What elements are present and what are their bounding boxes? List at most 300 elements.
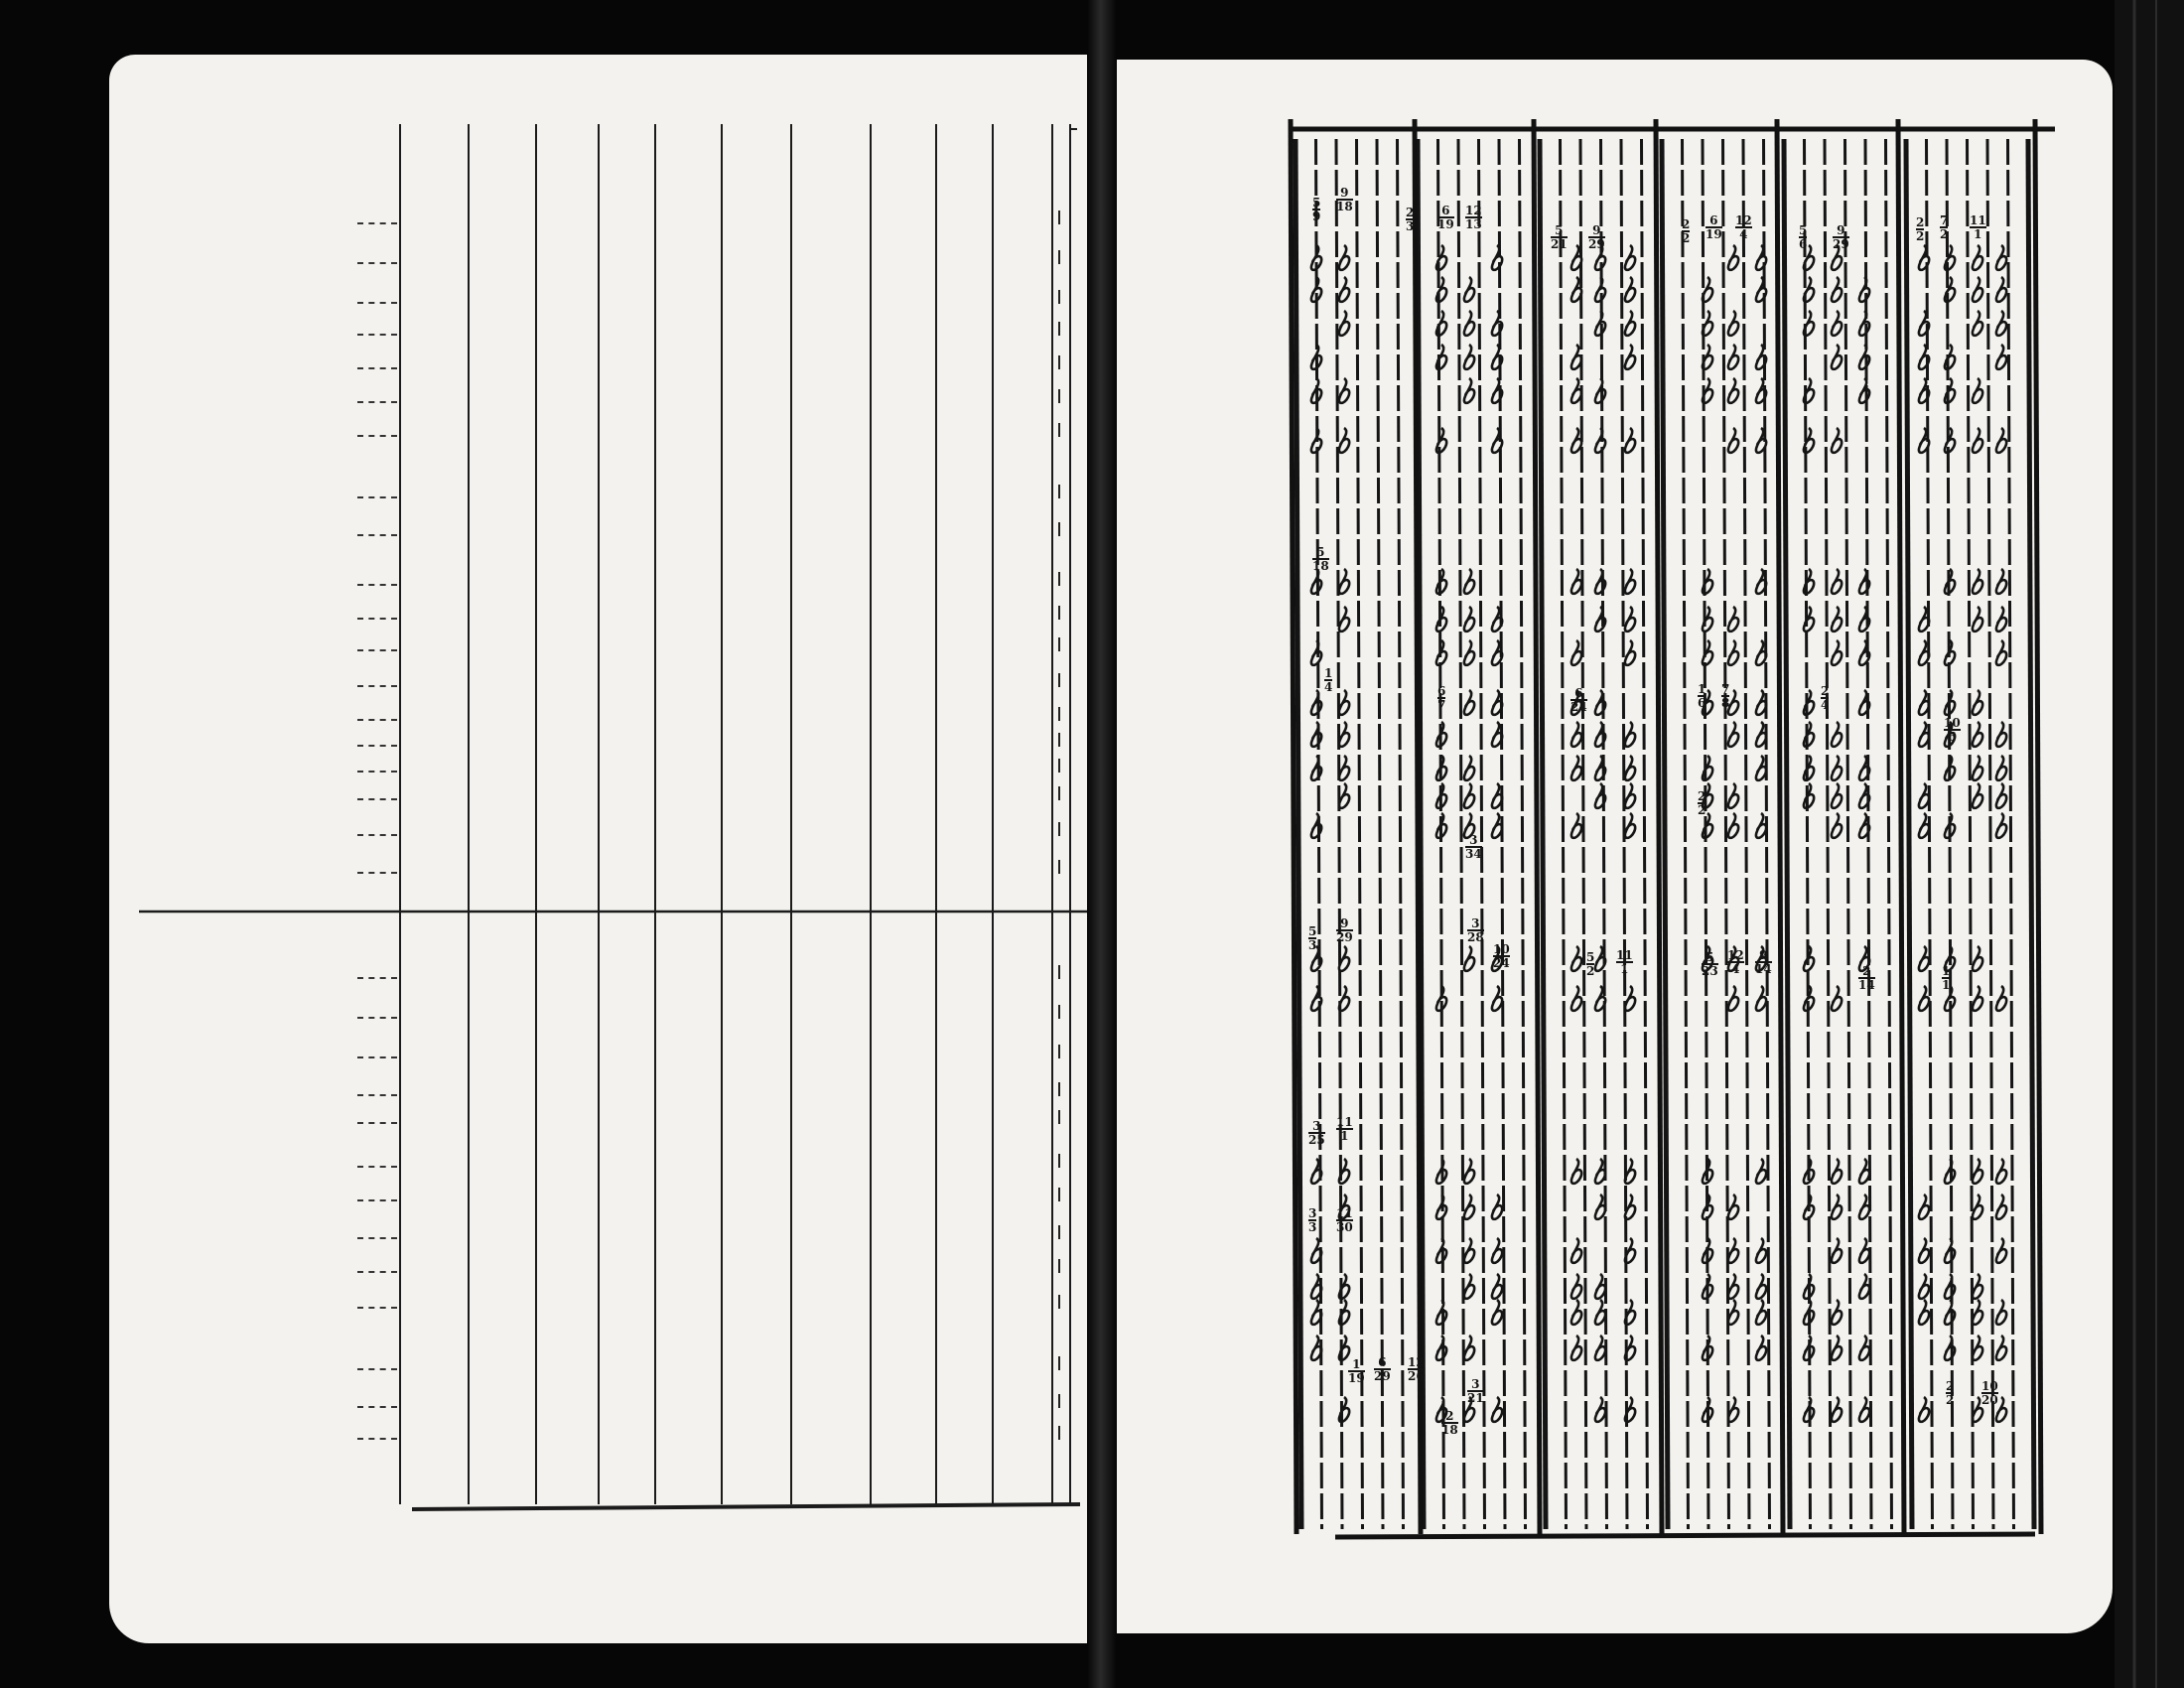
- fraction-numerator: 6: [1437, 684, 1446, 698]
- fraction-numerator: 6: [1374, 1356, 1391, 1370]
- attendance-mark: [1996, 607, 2006, 632]
- attendance-mark: [1728, 345, 1738, 369]
- attendance-mark: [1728, 722, 1738, 747]
- ledger-column-rule: [2028, 139, 2034, 1529]
- fraction-numerator: 1: [1698, 682, 1706, 696]
- fraction-denominator: 6: [1698, 696, 1706, 710]
- attendance-mark: [1311, 1336, 1321, 1360]
- attendance-mark: [1464, 277, 1474, 302]
- attendance-mark: [1973, 311, 1982, 336]
- attendance-fraction: [1570, 687, 1587, 713]
- year-separator: [1777, 119, 1783, 1534]
- attendance-fraction: [1441, 1410, 1458, 1436]
- attendance-mark: [1945, 1300, 1955, 1325]
- attendance-mark: [1464, 1336, 1474, 1360]
- attendance-mark: [1756, 986, 1766, 1011]
- ledger-column-rule: [1377, 139, 1383, 1529]
- attendance-mark: [1859, 1274, 1869, 1299]
- attendance-mark: [1464, 756, 1474, 780]
- attendance-fraction: [1312, 197, 1320, 222]
- fraction-numerator: 2: [1682, 217, 1691, 231]
- attendance-mark: [1571, 946, 1581, 971]
- attendance-mark: [1804, 783, 1814, 808]
- fraction-numerator: 3: [1308, 1206, 1317, 1220]
- fraction-numerator: 11: [1616, 948, 1633, 962]
- attendance-mark: [1996, 640, 2006, 665]
- fraction-numerator: 10: [1493, 942, 1510, 956]
- ledger-bottom-rule: [1335, 1534, 2035, 1537]
- attendance-mark: [1859, 1159, 1869, 1184]
- attendance-mark: [1571, 1159, 1581, 1184]
- ledger-column-rule: [1987, 139, 1993, 1529]
- attendance-fraction: [1336, 187, 1353, 212]
- attendance-mark: [1996, 1336, 2006, 1360]
- attendance-mark: [1919, 986, 1929, 1011]
- attendance-mark: [1311, 1274, 1321, 1299]
- attendance-mark: [1973, 783, 1982, 808]
- fraction-numerator: 5: [1312, 196, 1321, 210]
- attendance-mark: [1973, 986, 1982, 1011]
- attendance-mark: [1595, 1397, 1605, 1422]
- attendance-fraction: [1465, 834, 1482, 860]
- attendance-fraction: [1940, 214, 1948, 240]
- fraction-denominator: 24: [1493, 956, 1510, 970]
- attendance-mark: [1832, 813, 1842, 838]
- attendance-mark: [1571, 813, 1581, 838]
- attendance-mark: [1996, 1238, 2006, 1263]
- attendance-fraction: [1981, 1380, 1998, 1406]
- fraction-denominator: 2: [1916, 229, 1925, 243]
- attendance-fraction: [1682, 218, 1690, 244]
- attendance-fraction: [1833, 224, 1849, 250]
- attendance-mark: [1756, 1274, 1766, 1299]
- attendance-mark: [1832, 277, 1842, 302]
- fraction-numerator: 3: [1467, 1378, 1484, 1392]
- attendance-mark: [1464, 569, 1474, 594]
- attendance-mark: [1339, 245, 1349, 270]
- attendance-mark: [1571, 569, 1581, 594]
- attendance-mark: [1973, 1274, 1982, 1299]
- ledger-column-rule: [1805, 139, 1811, 1529]
- attendance-mark: [1595, 428, 1605, 453]
- attendance-fraction: [1551, 224, 1568, 250]
- fraction-denominator: 26: [1408, 1369, 1425, 1383]
- attendance-mark: [1571, 756, 1581, 780]
- attendance-mark: [1832, 722, 1842, 747]
- fraction-numerator: 3: [1467, 917, 1484, 931]
- attendance-mark: [1832, 607, 1842, 632]
- fraction-numerator: 2: [1946, 1379, 1955, 1393]
- attendance-fraction: [1616, 949, 1633, 975]
- fraction-numerator: 10: [1981, 1379, 1998, 1393]
- attendance-mark: [1571, 378, 1581, 403]
- attendance-mark: [1832, 1159, 1842, 1184]
- fraction-denominator: 2: [1940, 227, 1949, 241]
- attendance-mark: [1859, 1397, 1869, 1422]
- attendance-mark: [1859, 378, 1869, 403]
- attendance-mark: [1464, 311, 1474, 336]
- ledger-column-rule: [1398, 139, 1404, 1529]
- attendance-fraction: [1735, 214, 1752, 240]
- attendance-fraction: [1408, 1356, 1425, 1382]
- attendance-mark: [1728, 1274, 1738, 1299]
- attendance-mark: [1973, 569, 1982, 594]
- fraction-numerator: 5: [1312, 546, 1329, 560]
- fraction-denominator: 4: [1324, 680, 1333, 694]
- attendance-mark: [1973, 277, 1982, 302]
- ledger-column-rule: [1825, 139, 1831, 1529]
- ledger-column-rule: [2008, 139, 2014, 1529]
- attendance-mark: [1728, 245, 1738, 270]
- attendance-mark: [1492, 986, 1502, 1011]
- attendance-mark: [1464, 946, 1474, 971]
- attendance-fraction: [1721, 683, 1729, 709]
- fraction-denominator: 14: [1858, 978, 1875, 992]
- fraction-denominator: 9: [1312, 210, 1321, 223]
- attendance-mark: [1756, 1238, 1766, 1263]
- attendance-fraction: [1970, 214, 1986, 240]
- attendance-mark: [1571, 1238, 1581, 1263]
- attendance-mark: [1919, 1300, 1929, 1325]
- fraction-denominator: 29: [1833, 237, 1849, 251]
- attendance-mark: [1859, 345, 1869, 369]
- attendance-mark: [1945, 378, 1955, 403]
- attendance-mark: [1996, 783, 2006, 808]
- attendance-mark: [1919, 1238, 1929, 1263]
- fraction-numerator: 2: [1698, 789, 1706, 803]
- attendance-mark: [1311, 722, 1321, 747]
- attendance-mark: [1339, 378, 1349, 403]
- attendance-mark: [1996, 1159, 2006, 1184]
- attendance-fraction: [1437, 205, 1454, 230]
- fraction-numerator: 12: [1727, 948, 1744, 962]
- fraction-denominator: 4: [1731, 962, 1740, 976]
- attendance-mark: [1339, 569, 1349, 594]
- attendance-mark: [1571, 640, 1581, 665]
- attendance-mark: [1996, 277, 2006, 302]
- fraction-numerator: 9: [1336, 187, 1353, 201]
- fraction-numerator: 12: [1465, 204, 1482, 217]
- attendance-fraction: [1944, 717, 1961, 743]
- attendance-mark: [1728, 311, 1738, 336]
- attendance-mark: [1996, 986, 2006, 1011]
- fraction-numerator: 3: [1308, 1120, 1325, 1134]
- attendance-fraction: [1308, 925, 1316, 951]
- attendance-mark: [1996, 756, 2006, 780]
- attendance-mark: [1339, 722, 1349, 747]
- attendance-fraction: [1946, 1380, 1954, 1406]
- attendance-mark: [1919, 1397, 1929, 1422]
- attendance-mark: [1804, 756, 1814, 780]
- attendance-fraction: [1324, 667, 1332, 693]
- attendance-mark: [1996, 1300, 2006, 1325]
- attendance-mark: [1832, 1238, 1842, 1263]
- attendance-mark: [1595, 378, 1605, 403]
- attendance-mark: [1832, 1300, 1842, 1325]
- attendance-fraction: [1308, 1207, 1316, 1233]
- fraction-numerator: 2: [1821, 684, 1830, 698]
- attendance-mark: [1996, 245, 2006, 270]
- fraction-numerator: 7: [1940, 213, 1949, 227]
- attendance-mark: [1464, 1238, 1474, 1263]
- attendance-mark: [1492, 1397, 1502, 1422]
- attendance-mark: [1832, 428, 1842, 453]
- fraction-denominator: 2: [1946, 1393, 1955, 1407]
- attendance-mark: [1625, 813, 1635, 838]
- attendance-mark: [1859, 1238, 1869, 1263]
- fraction-numerator: 12: [1408, 1355, 1425, 1369]
- ledger-column-rule: [1357, 139, 1363, 1529]
- attendance-fraction: [1698, 683, 1706, 709]
- attendance-mark: [1728, 428, 1738, 453]
- fraction-numerator: 9: [1588, 224, 1605, 238]
- year-separator: [2035, 119, 2041, 1534]
- attendance-mark: [1625, 607, 1635, 632]
- attendance-mark: [1973, 946, 1982, 971]
- attendance-mark: [1756, 756, 1766, 780]
- fraction-denominator: 18: [1312, 559, 1329, 573]
- attendance-mark: [1492, 378, 1502, 403]
- attendance-fraction: [1706, 214, 1722, 240]
- fraction-denominator: 29: [1588, 237, 1605, 251]
- attendance-mark: [1756, 813, 1766, 838]
- attendance-mark: [1756, 1159, 1766, 1184]
- attendance-mark: [1625, 569, 1635, 594]
- attendance-mark: [1571, 1274, 1581, 1299]
- attendance-mark: [1464, 783, 1474, 808]
- attendance-mark: [1464, 690, 1474, 715]
- attendance-fraction: [1858, 965, 1875, 991]
- fraction-denominator: 19: [1348, 1371, 1365, 1385]
- fraction-numerator: 10: [1944, 716, 1961, 730]
- fraction-denominator: 29: [1374, 1369, 1391, 1383]
- attendance-mark: [1436, 607, 1446, 632]
- fraction-denominator: 21: [1467, 1391, 1484, 1405]
- ledger-column-rule: [1683, 139, 1689, 1529]
- fraction-denominator: 1: [1942, 978, 1951, 992]
- ledger-column-rule: [1845, 139, 1851, 1529]
- attendance-mark: [1625, 640, 1635, 665]
- fraction-numerator: 5: [1702, 951, 1718, 965]
- attendance-mark: [1571, 428, 1581, 453]
- fraction-denominator: 30: [1336, 1220, 1353, 1234]
- attendance-mark: [1625, 428, 1635, 453]
- attendance-mark: [1996, 813, 2006, 838]
- attendance-mark: [1728, 1300, 1738, 1325]
- attendance-mark: [1625, 277, 1635, 302]
- attendance-mark: [1625, 986, 1635, 1011]
- attendance-mark: [1625, 345, 1635, 369]
- attendance-mark: [1832, 345, 1842, 369]
- attendance-mark: [1339, 607, 1349, 632]
- attendance-mark: [1595, 1300, 1605, 1325]
- attendance-mark: [1436, 569, 1446, 594]
- attendance-fraction: [1336, 1116, 1353, 1142]
- attendance-fraction: [1821, 685, 1829, 711]
- attendance-mark: [1832, 1397, 1842, 1422]
- fraction-denominator: 14: [1755, 962, 1772, 976]
- attendance-mark: [1859, 311, 1869, 336]
- fraction-denominator: 13: [1465, 217, 1482, 231]
- attendance-mark: [1492, 1300, 1502, 1325]
- attendance-mark: [1832, 311, 1842, 336]
- attendance-mark: [1595, 1274, 1605, 1299]
- attendance-mark: [1339, 311, 1349, 336]
- ledger-column-rule: [1906, 139, 1912, 1529]
- attendance-mark: [1728, 1238, 1738, 1263]
- attendance-mark: [1625, 783, 1635, 808]
- attendance-mark: [1996, 311, 2006, 336]
- attendance-mark: [1973, 378, 1982, 403]
- attendance-mark: [1571, 986, 1581, 1011]
- attendance-mark: [1756, 378, 1766, 403]
- attendance-fraction: [1465, 205, 1482, 230]
- attendance-fraction: [1755, 949, 1772, 975]
- attendance-fraction: [1702, 951, 1718, 977]
- ledger-column-rule: [1743, 139, 1749, 1529]
- attendance-mark: [1728, 1195, 1738, 1219]
- attendance-mark: [1728, 813, 1738, 838]
- attendance-mark: [1996, 428, 2006, 453]
- attendance-mark: [1339, 277, 1349, 302]
- fraction-numerator: 11: [1336, 1206, 1353, 1220]
- attendance-mark: [1832, 756, 1842, 780]
- attendance-mark: [1339, 783, 1349, 808]
- attendance-mark: [1996, 345, 2006, 369]
- attendance-mark: [1832, 640, 1842, 665]
- attendance-mark: [1973, 756, 1982, 780]
- fraction-numerator: 11: [1970, 213, 1986, 227]
- attendance-mark: [1859, 1195, 1869, 1219]
- fraction-numerator: 12: [1735, 213, 1752, 227]
- attendance-mark: [1464, 345, 1474, 369]
- attendance-mark: [1919, 946, 1929, 971]
- attendance-mark: [1464, 607, 1474, 632]
- fraction-denominator: 1: [1340, 1129, 1349, 1143]
- attendance-fraction: [1312, 546, 1329, 572]
- attendance-mark: [1571, 1336, 1581, 1360]
- attendance-fraction: [1437, 685, 1445, 711]
- fraction-numerator: 1: [1348, 1358, 1365, 1372]
- attendance-fraction: [1467, 917, 1484, 943]
- fraction-numerator: 2: [1441, 1410, 1458, 1424]
- fraction-numerator: 11: [1336, 1115, 1353, 1129]
- attendance-mark: [1973, 1336, 1982, 1360]
- attendance-fraction: [1698, 790, 1706, 816]
- attendance-mark: [1492, 1238, 1502, 1263]
- fraction-numerator: 5: [1799, 223, 1808, 237]
- attendance-mark: [1832, 986, 1842, 1011]
- fraction-denominator: 18: [1441, 1423, 1458, 1437]
- fraction-denominator: 34: [1465, 847, 1482, 861]
- attendance-fraction: [1588, 224, 1605, 250]
- fraction-denominator: 1: [1974, 227, 1982, 241]
- attendance-fraction: [1586, 951, 1594, 977]
- attendance-fraction: [1308, 1120, 1325, 1146]
- fraction-denominator: 25: [1308, 1133, 1325, 1147]
- attendance-fraction: [1942, 965, 1950, 991]
- attendance-mark: [1832, 783, 1842, 808]
- fraction-numerator: 5: [1308, 924, 1317, 938]
- fraction-denominator: 6: [1799, 237, 1808, 251]
- fraction-numerator: 6: [1706, 214, 1722, 228]
- attendance-fraction: [1493, 943, 1510, 969]
- fraction-denominator: 3: [1406, 219, 1415, 233]
- attendance-mark: [1492, 1274, 1502, 1299]
- attendance-mark: [1464, 1195, 1474, 1219]
- fraction-denominator: 6: [1948, 730, 1957, 744]
- fraction-numerator: 3: [1465, 834, 1482, 848]
- attendance-mark: [1571, 1300, 1581, 1325]
- attendance-mark: [1832, 569, 1842, 594]
- attendance-mark: [1464, 1159, 1474, 1184]
- attendance-mark: [1728, 607, 1738, 632]
- attendance-fraction: [1916, 216, 1924, 242]
- attendance-mark: [1832, 1195, 1842, 1219]
- attendance-mark: [1859, 1336, 1869, 1360]
- attendance-mark: [1595, 1336, 1605, 1360]
- fraction-numerator: 5: [1551, 224, 1568, 238]
- fraction-numerator: 9: [1833, 224, 1849, 238]
- fraction-denominator: 2: [1586, 964, 1595, 978]
- attendance-fraction: [1336, 1207, 1353, 1233]
- attendance-mark: [1919, 1195, 1929, 1219]
- attendance-mark: [1339, 428, 1349, 453]
- ledger-column-rule: [1520, 139, 1526, 1529]
- fraction-denominator: 28: [1467, 930, 1484, 944]
- attendance-mark: [1919, 378, 1929, 403]
- attendance-mark: [1728, 690, 1738, 715]
- fraction-denominator: 1: [1620, 962, 1629, 976]
- fraction-denominator: 19: [1437, 217, 1454, 231]
- attendance-mark: [1996, 722, 2006, 747]
- attendance-mark: [1945, 1238, 1955, 1263]
- ledger-column-rule: [1580, 139, 1586, 1529]
- fraction-numerator: 9: [1336, 917, 1353, 931]
- ledger-column-rule: [1642, 139, 1648, 1529]
- attendance-fraction: [1406, 207, 1414, 232]
- fraction-denominator: 2: [1698, 803, 1706, 817]
- attendance-mark: [1996, 1195, 2006, 1219]
- attendance-mark: [1625, 756, 1635, 780]
- fraction-numerator: 6: [1437, 205, 1454, 218]
- fraction-numerator: 2: [1916, 215, 1925, 229]
- attendance-mark: [1464, 640, 1474, 665]
- attendance-mark: [1919, 783, 1929, 808]
- attendance-mark: [1728, 986, 1738, 1011]
- attendance-fraction: [1799, 224, 1807, 250]
- attendance-mark: [1464, 1274, 1474, 1299]
- attendance-mark: [1625, 311, 1635, 336]
- attendance-mark: [1945, 1336, 1955, 1360]
- fraction-numerator: 6: [1570, 687, 1587, 701]
- attendance-mark: [1728, 783, 1738, 808]
- fraction-denominator: 8: [1721, 696, 1730, 710]
- fraction-denominator: 18: [1336, 200, 1353, 213]
- attendance-mark: [1311, 690, 1321, 715]
- attendance-mark: [1973, 245, 1982, 270]
- attendance-mark: [1919, 1274, 1929, 1299]
- attendance-mark: [1973, 607, 1982, 632]
- ledger-column-rule: [1784, 139, 1790, 1529]
- attendance-mark: [1492, 1195, 1502, 1219]
- fraction-numerator: 7: [1721, 682, 1730, 696]
- attendance-fraction: [1374, 1356, 1391, 1382]
- attendance-mark: [1919, 813, 1929, 838]
- fraction-numerator: 2: [1406, 206, 1415, 219]
- attendance-mark: [1756, 1336, 1766, 1360]
- fraction-denominator: 2: [1682, 231, 1691, 245]
